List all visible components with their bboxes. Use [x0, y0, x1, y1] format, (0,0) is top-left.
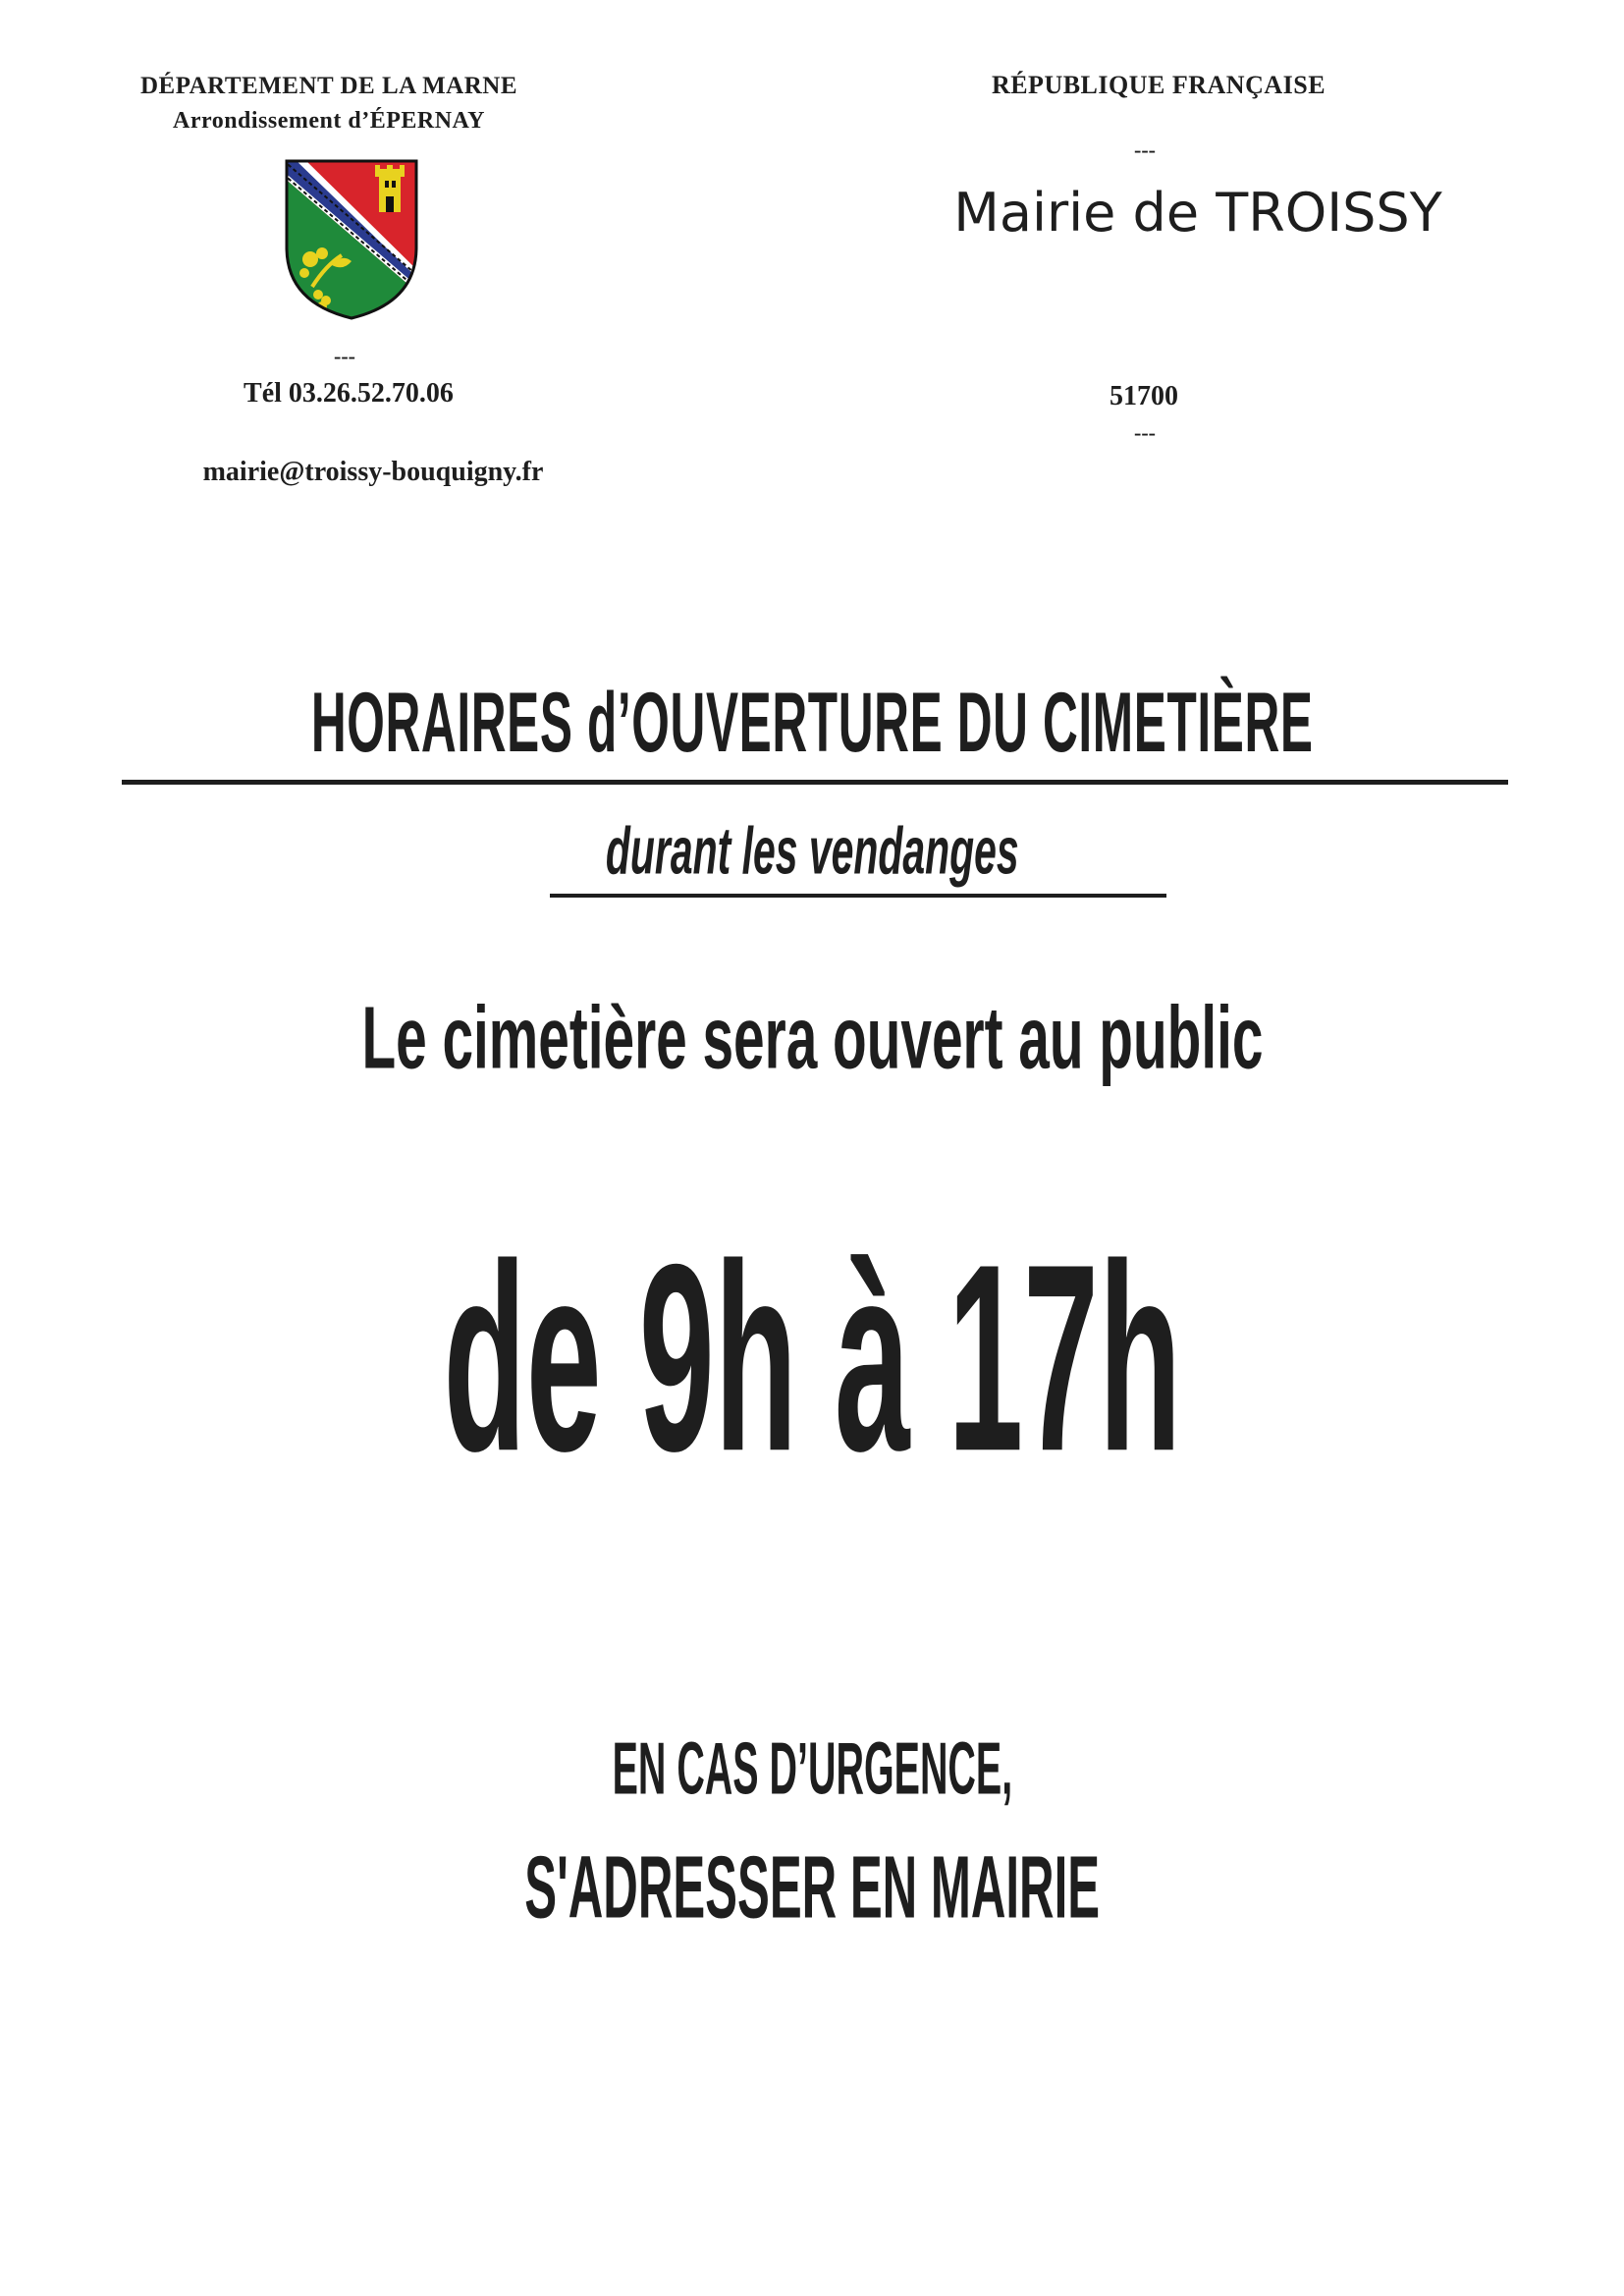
emergency-line-2-block — [0, 1838, 1624, 1938]
notice-subtitle-block — [0, 813, 1624, 888]
department-name: DÉPARTEMENT DE LA MARNE — [139, 73, 518, 99]
email-address: mairie@troissy-bouquigny.fr — [202, 457, 544, 487]
coat-of-arms-icon — [283, 157, 420, 322]
notice-subtitle: durant les vendanges — [605, 813, 1019, 888]
subtitle-underline — [550, 894, 1166, 898]
emergency-line-1-block — [0, 1727, 1624, 1810]
separator: --- — [1134, 420, 1156, 445]
hours-block — [0, 1208, 1624, 1507]
postal-code: 51700 — [1110, 381, 1178, 411]
separator: --- — [1134, 137, 1156, 162]
phone-number: Tél 03.26.52.70.06 — [244, 378, 454, 409]
separator: --- — [334, 344, 355, 368]
arrondissement-name: Arrondissement d’ÉPERNAY — [172, 108, 486, 134]
notice-title-block — [0, 675, 1624, 770]
town-hall-name: Mairie de TROISSY — [953, 182, 1442, 244]
emergency-line-2: S'ADRESSER EN MAIRIE — [524, 1838, 1100, 1938]
open-line-block — [0, 990, 1624, 1087]
opening-hours: de 9h à 17h — [443, 1208, 1181, 1507]
title-underline — [122, 780, 1508, 785]
open-line: Le cimetière sera ouvert au public — [361, 988, 1263, 1088]
notice-title: HORAIRES d’OUVERTURE DU CIMETIÈRE — [310, 675, 1314, 770]
republic-heading: RÉPUBLIQUE FRANÇAISE — [991, 71, 1326, 99]
emergency-line-1: EN CAS D’URGENCE, — [612, 1727, 1012, 1810]
